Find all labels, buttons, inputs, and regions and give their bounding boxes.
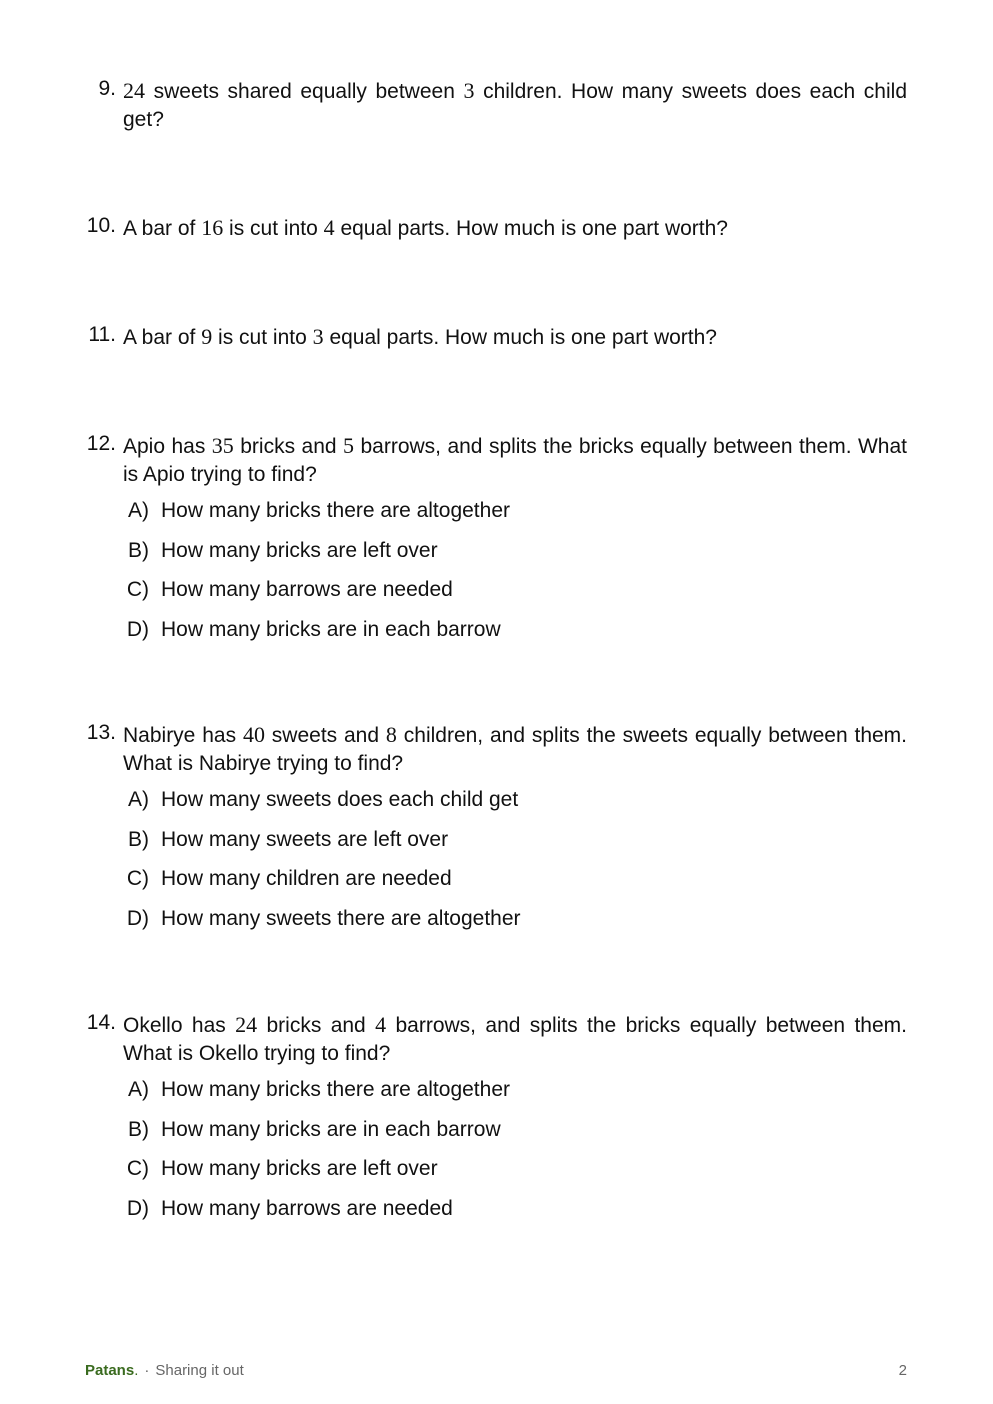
question-number-value: 5 [343, 433, 355, 458]
option-letter: A) [128, 499, 149, 522]
page-number: 2 [898, 1362, 907, 1379]
option-a[interactable] [123, 497, 907, 537]
question-text-run: bricks and [257, 1014, 376, 1037]
option-b[interactable] [123, 826, 907, 866]
option-text: How many sweets does each child get [161, 788, 519, 811]
option-letter: C) [126, 578, 149, 602]
question-number: 12. [86, 432, 116, 455]
question-number: 9. [98, 77, 116, 100]
footer-separator: · [144, 1362, 150, 1379]
option-d[interactable] [123, 616, 907, 656]
answer-options [123, 497, 907, 656]
option-text: How many bricks are left over [161, 538, 438, 562]
option-letter: A) [128, 1078, 149, 1101]
question-text-run: Nabirye has [123, 724, 243, 747]
option-letter: A) [128, 788, 149, 811]
option-text: How many barrows are needed [161, 578, 453, 602]
option-text: How many children are needed [161, 867, 452, 891]
option-a[interactable] [123, 1076, 907, 1116]
question-number-value: 8 [385, 722, 397, 747]
question-number: 11. [88, 323, 116, 346]
question-9 [80, 77, 907, 134]
question-12 [80, 432, 907, 656]
question-number-value: 4 [323, 215, 335, 240]
question-text-run: equal parts. How much is one part worth? [334, 217, 728, 240]
question-text-run: children. How many sweets does each child get? [123, 80, 907, 131]
option-letter: C) [126, 867, 149, 891]
option-text: How many barrows are needed [161, 1197, 453, 1221]
question-number-value: 3 [312, 324, 324, 349]
question-text-run: is cut into [223, 217, 324, 240]
brand-name: Patans [85, 1362, 135, 1379]
question-11 [80, 323, 907, 352]
question-text [123, 77, 907, 134]
question-text-run: sweets shared equally between [145, 80, 464, 103]
question-number-value: 4 [375, 1012, 387, 1037]
question-10 [80, 214, 907, 243]
option-letter: D) [126, 1197, 149, 1221]
question-number-value: 9 [201, 324, 213, 349]
question-number-value: 24 [235, 1012, 258, 1037]
option-letter: B) [128, 1117, 149, 1141]
option-letter: D) [126, 618, 149, 642]
question-text-run: equal parts. How much is one part worth? [323, 326, 717, 349]
question-text-run: is cut into [212, 326, 313, 349]
option-text: How many sweets are left over [161, 827, 449, 851]
question-text-run: Apio has [123, 435, 212, 458]
page-footer [85, 1362, 907, 1379]
option-a[interactable] [123, 786, 907, 826]
question-number: 13. [86, 721, 116, 744]
option-b[interactable] [123, 1116, 907, 1156]
question-number-value: 16 [201, 215, 224, 240]
option-text: How many bricks there are altogether [161, 1078, 510, 1101]
question-text-run: sweets and [264, 724, 386, 747]
question-number: 10. [86, 214, 116, 237]
question-number-value: 24 [123, 78, 145, 103]
option-c[interactable] [123, 576, 907, 616]
answer-options [123, 1076, 907, 1235]
option-text: How many sweets there are altogether [161, 907, 521, 931]
question-text [123, 214, 907, 243]
option-d[interactable] [123, 905, 907, 945]
option-letter: C) [126, 1157, 149, 1181]
question-number-value: 35 [211, 433, 234, 458]
option-letter: D) [126, 907, 149, 931]
brand-dot: . [134, 1362, 139, 1379]
worksheet-title: Sharing it out [155, 1362, 244, 1379]
option-text: How many bricks are in each barrow [161, 1117, 501, 1141]
option-b[interactable] [123, 537, 907, 577]
question-14 [80, 1011, 907, 1235]
question-text [123, 721, 907, 778]
answer-options [123, 786, 907, 945]
question-text-run: barrows, and splits the bricks equally between them. What is Okello trying to find? [123, 1014, 907, 1065]
option-letter: B) [128, 827, 149, 851]
question-text-run: barrows, and splits the bricks equally between them. What is Apio trying to find? [123, 435, 907, 486]
question-number: 14. [86, 1011, 116, 1034]
question-text [123, 1011, 907, 1068]
option-text: How many bricks are in each barrow [161, 618, 501, 642]
question-text [123, 323, 907, 352]
question-number-value: 3 [463, 78, 475, 103]
option-d[interactable] [123, 1195, 907, 1235]
question-text-run: Okello has [123, 1014, 236, 1037]
option-c[interactable] [123, 865, 907, 905]
question-text [123, 432, 907, 489]
option-letter: B) [128, 538, 149, 562]
question-number-value: 40 [242, 722, 265, 747]
question-text-run: children, and splits the sweets equally between them. What is Nabirye trying to find? [123, 724, 908, 775]
question-text-run: bricks and [233, 435, 344, 458]
question-text-run: A bar of [123, 326, 202, 349]
question-13 [80, 721, 907, 945]
option-text: How many bricks there are altogether [161, 499, 510, 522]
option-text: How many bricks are left over [161, 1157, 438, 1181]
question-text-run: A bar of [123, 217, 202, 240]
option-c[interactable] [123, 1155, 907, 1195]
